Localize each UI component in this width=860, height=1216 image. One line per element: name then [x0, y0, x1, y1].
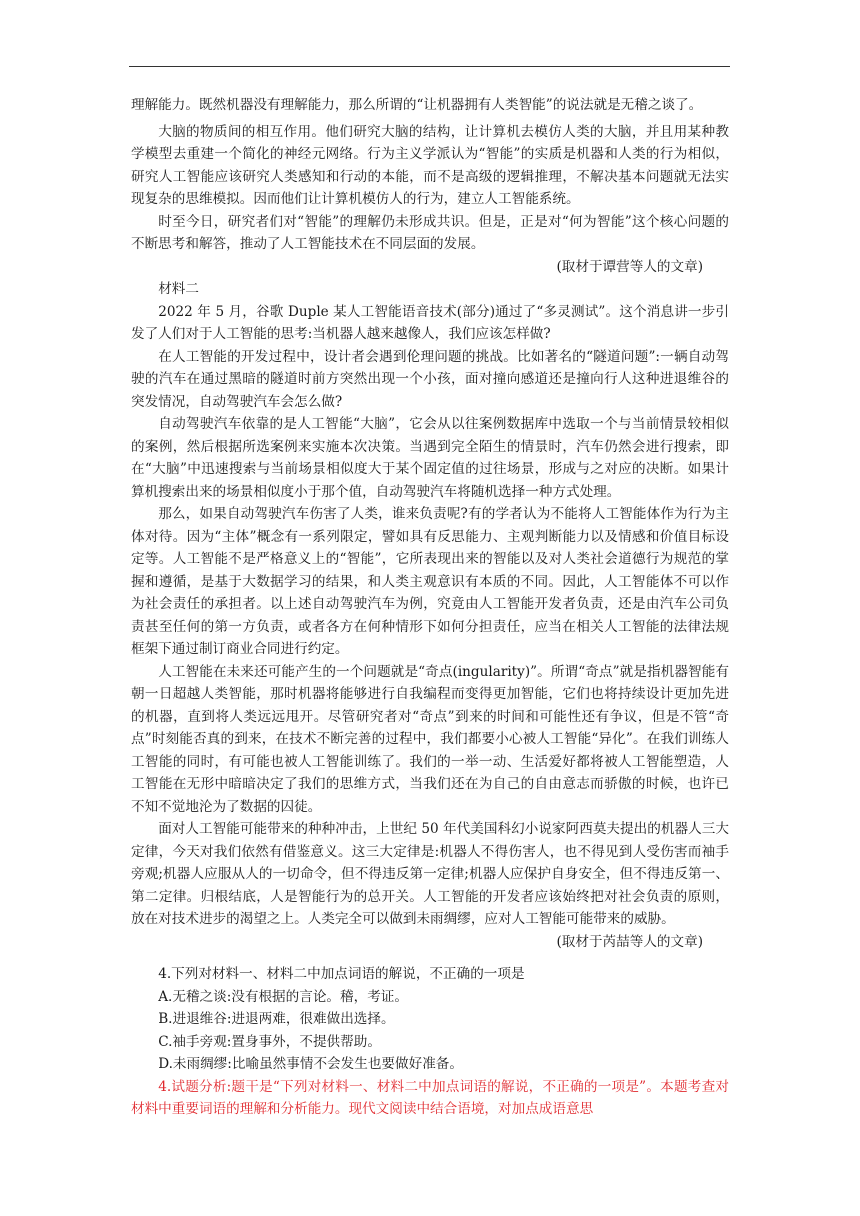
answer-analysis: 4.试题分析:题干是“下列对材料一、材料二中加点词语的解说，不正确的一项是”。本题考查对材料中重要词语的理解和分析能力。现代文阅读中结合语境，对加点成语意思: [131, 1078, 729, 1117]
paragraph: 理解能力。既然机器没有理解能力，那么所谓的“让机器拥有人类智能”的说法就是无稽之谈了。: [131, 97, 703, 113]
section-heading: 材料二: [158, 281, 199, 297]
paragraph: 在人工智能的开发过程中，设计者会遇到伦理问题的挑战。比如著名的“隧道问题”:一辆自动驾驶的汽车在通过黑暗的隧道时前方突然出现一个小孩，面对撞向感道还是撞向行人这种进退维谷的突发情况，自动驾驶汽车会怎么做?: [131, 348, 729, 410]
question-stem: 4.下列对材料一、材料二中加点词语的解说，不正确的一项是: [158, 966, 525, 982]
paragraph: 人工智能在未来还可能产生的一个问题就是“奇点(ingularity)”。所谓“奇点”就是指机器智能有朝一日超越人类智能，那时机器将能够进行自我编程而变得更加智能，它们也将持续设计更加先进的机器，直到将人类远远甩开。尽管研究者对“奇点”到来的时间和可能性还有争议，但是不管“奇点”时刻能否真的到来，在技术不断完善的过程中，我们都要小心被人工智能“异化”。在我们训练人工智能的同时，有可能也被人工智能训练了。我们的一举一动、生活爱好都将被人工智能塑造，人工智能在无形中暗暗决定了我们的思维方式，当我们还在为自己的自由意志而骄傲的时候，也许已不知不觉地沦为了数据的囚徒。: [131, 663, 729, 815]
paragraph: 时至今日，研究者们对“智能”的理解仍未形成共识。但是，正是对“何为智能”这个核心问题的不断思考和解答，推动了人工智能技术在不同层面的发展。: [131, 213, 729, 252]
paragraph: 面对人工智能可能带来的种种冲击，上世纪 50 年代美国科幻小说家阿西莫夫提出的机器人三大定律，今天对我们依然有借鉴意义。这三大定律是:机器人不得伤害人，也不得见到人受伤害而袖手旁观;机器人应服从人的一切命令，但不得违反第一定律;机器人应保护自身安全，但不得违反第一、第二定律。归根结底，人是智能行为的总开关。人工智能的开发者应该始终把对社会负责的原则，放在对技术进步的渴望之上。人类完全可以做到未雨绸缪，应对人工智能可能带来的威胁。: [131, 821, 729, 927]
header-rule: [129, 66, 730, 67]
paragraph: 2022 年 5 月，谷歌 Duple 某人工智能语音技术(部分)通过了“多灵测试”。这个消息讲一步引发了人们对于人工智能的思考:当机器人越来越像人，我们应该怎样做?: [131, 303, 729, 342]
question-option: A.无稽之谈:没有根据的言论。稽，考证。: [158, 988, 408, 1005]
source-citation: (取材于芮喆等人的文章): [556, 933, 703, 950]
paragraph: 大脑的物质间的相互作用。他们研究大脑的结构，让计算机去模仿人类的大脑，并且用某种教学模型去重建一个简化的神经元网络。行为主义学派认为“智能”的实质是机器和人类的行为相似，研究人工智能应该研究人类感知和行动的本能，而不是高级的逻辑推理，不解决基本问题就无法实现复杂的思维模拟。因而他们让计算机模仿人的行为，建立人工智能系统。: [131, 123, 729, 207]
source-citation: (取材于谭营等人的文章): [556, 258, 703, 275]
question-option: C.袖手旁观:置身事外，不提供帮助。: [158, 1033, 381, 1050]
question-option: D.未雨绸缪:比喻虽然事情不会发生也要做好准备。: [158, 1056, 463, 1072]
paragraph: 自动驾驶汽车依靠的是人工智能“大脑”，它会从以往案例数据库中选取一个与当前情景较相似的案例，然后根据所选案例来实施本次决策。当遇到完全陌生的情景时，汽车仍然会进行搜索，即在“大脑”中迅速搜索与当前场景相似度大于某个固定值的过往场景，形成与之对应的决断。如果计算机搜索出来的场景相似度小于那个值，自动驾驶汽车将随机选择一种方式处理。: [131, 416, 729, 500]
paragraph: 那么，如果自动驾驶汽车伤害了人类，谁来负责呢?有的学者认为不能将人工智能体作为行为主体对待。因为“主体”概念有一系列限定，譬如具有反思能力、主观判断能力以及情感和价值目标设定等。人工智能不是严格意义上的“智能”，它所表现出来的智能以及对人类社会道德行为规范的掌握和遵循，是基于大数据学习的结果，和人类主观意识有本质的不同。因此，人工智能体不可以作为社会责任的承担者。以上述自动驾驶汽车为例，究竟由人工智能开发者负责，还是由汽车公司负责甚至任何的第一方负责，或者各方在何种情形下如何分担责任，应当在相关人工智能的法律法规框架下通过制订商业合同进行约定。: [131, 506, 729, 657]
document-body: [131, 94, 729, 1121]
question-option: B.进退维谷:进退两难，很难做出选择。: [158, 1011, 395, 1027]
